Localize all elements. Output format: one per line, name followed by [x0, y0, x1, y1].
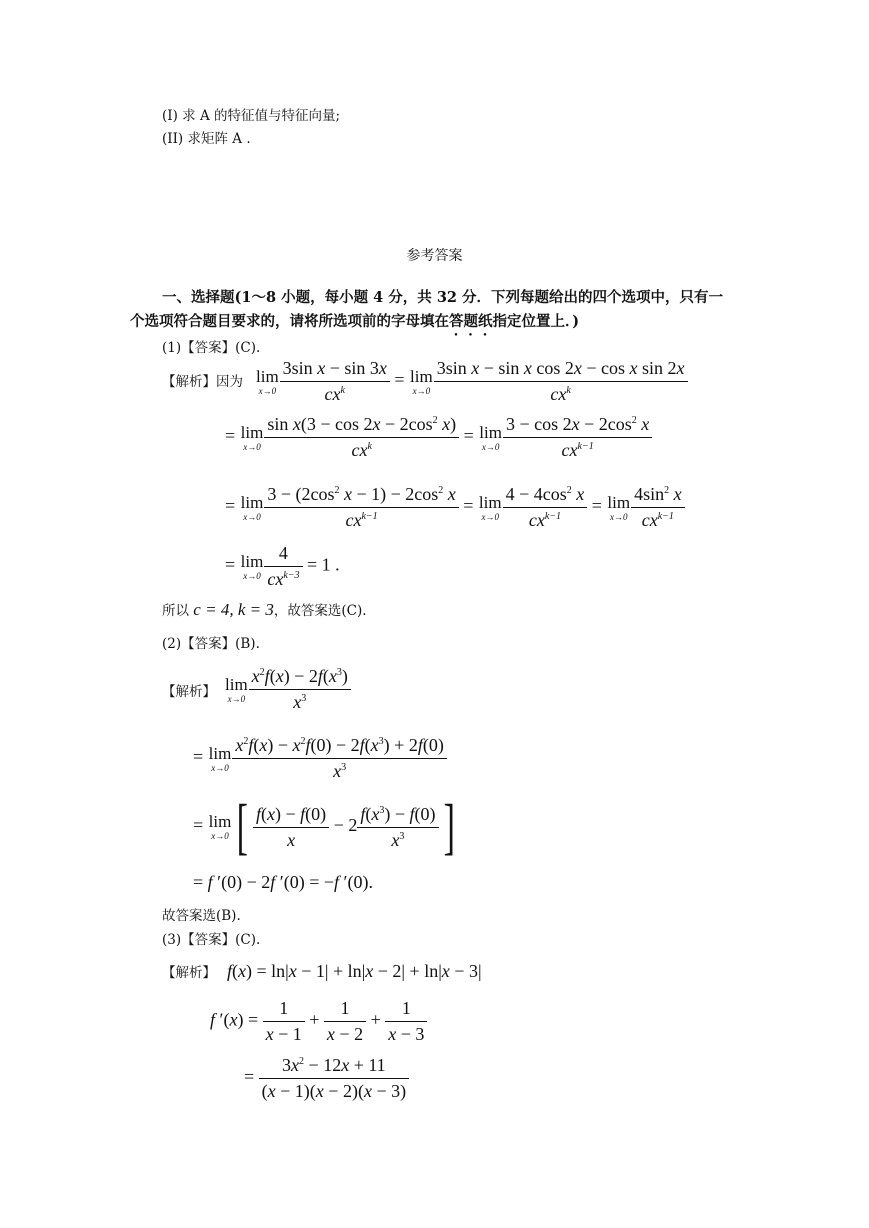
- formula-2-line2: = lim x→0 $\frac{x^2f(x) - x^2f(0) - 2f(x^3) + 2f(0)}{x^3}$: [193, 735, 447, 782]
- answer-2: (2)【答案】(B).: [162, 636, 260, 652]
- formula-2-line1: lim x→0 $\frac{x^2f(x) - 2f(x^3)}{x^3}$: [224, 666, 351, 713]
- formula-3-line1: f(x) = ln|x − 1| + ln|x − 2| + ln|x − 3|: [227, 961, 482, 981]
- formula-1-line1: lim x→0 $\frac{\text{3sin x − sin 3x}}{cx^k}$ = lim x→0 $\frac{\text{3sin x − sin x cos 2x − cos x sin 2x}}{cx^k}$: [255, 358, 688, 405]
- formula-2-line3: = lim x→0 [ $\frac{f(x) - f(0)}{x}$ − 2 $\frac{f(x^3) - f(0)}{x^3}$ ]: [193, 793, 455, 861]
- question-part-1: (I) 求 A 的特征值与特征向量;: [162, 108, 341, 124]
- answer-1: (1)【答案】(C).: [162, 340, 261, 356]
- analysis-3-label: 【解析】: [162, 965, 216, 981]
- conclusion-2: 故答案选(B).: [162, 908, 241, 924]
- conclusion-1: 所以 c = 4, k = 3，故答案选(C).: [162, 600, 367, 619]
- formula-2-line4: = f ′(0) − 2f ′(0) = −f ′(0).: [193, 872, 373, 892]
- section-intro-line1: 一、选择题(1～8 小题，每小题 4 分，共 32 分．下列每题给出的四个选项中，只有一: [162, 289, 724, 306]
- section-intro-line2: 个选项符合题目要求的，请将所选项前的字母填在答题纸指定位置上．): [130, 313, 580, 330]
- analysis-1-label: 【解析】因为: [162, 374, 243, 390]
- formula-1-line2: = lim x→0 $\frac{\sin x(3 - \cos 2x - 2\cos^2 x)}{cx^k}$ = lim x→0 $\frac{3 - \cos 2x - 2\cos^2 x}{cx^{k-1}}$: [225, 414, 652, 461]
- answer-3: (3)【答案】(C).: [162, 932, 261, 948]
- formula-3-line2: f ′(x) = $\frac{1}{x - 1}$ + $\frac{1}{x - 2}$ + $\frac{1}{x - 3}$: [210, 998, 427, 1045]
- formula-1-line4: = lim x→0 $\frac{4}{cx^{k-3}}$ = 1 .: [225, 543, 340, 589]
- formula-3-line3: = $\frac{3x^2 - 12x + 11}{(x - 1)(x - 2)(x - 3)}$: [244, 1055, 409, 1102]
- formula-1-line3: = lim x→0 $\frac{3 - (2\cos^2 x - 1) - 2\cos^2 x}{cx^{k-1}}$ = lim x→0 $\frac{4 - 4\cos^2 x}{cx^{k-1}}$ = lim x→0 $\frac{4\sin^2 x}{cx^{k-1}}$: [225, 484, 685, 531]
- analysis-2-label: 【解析】: [162, 684, 216, 700]
- answer-heading: 参考答案: [406, 248, 463, 264]
- question-part-2: (II) 求矩阵 A .: [162, 131, 251, 147]
